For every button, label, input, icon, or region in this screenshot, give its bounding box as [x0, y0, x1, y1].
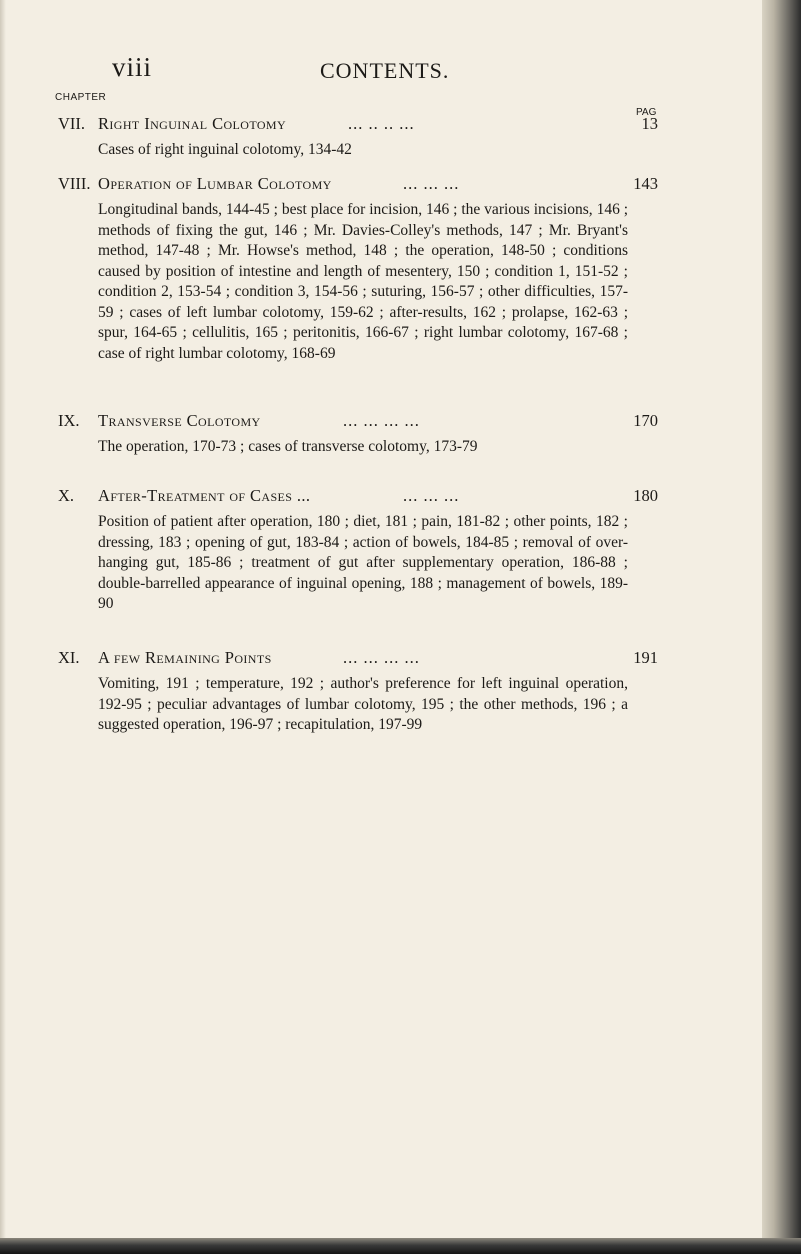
toc-entry-vii — [58, 114, 658, 161]
leader-dots: ... ... ... ... — [343, 648, 420, 667]
toc-entry-x — [58, 486, 658, 615]
chapter-number: X. — [58, 486, 75, 505]
chapter-title: Operation of Lumbar Colotomy — [98, 174, 332, 193]
page-left-edge — [0, 0, 6, 1238]
chapter-description: Vomiting, 191 ; temperature, 192 ; author's preference for left inguinal operation, 192-95 ; peculiar advantages of lumbar colotomy, 195 ; the other methods, 196 ; a suggested operation, 196-97 ; recapitulation, 197-99 — [98, 675, 628, 733]
scan-bottom-edge — [0, 1238, 801, 1254]
leader-dots: ... ... ... ... — [343, 411, 420, 430]
chapter-description: The operation, 170-73 ; cases of transverse colotomy, 173-79 — [98, 438, 478, 455]
chapter-description: Position of patient after operation, 180 ; diet, 181 ; pain, 181-82 ; other points, 182 ; dressing, 183 ; opening of gut, 183-84 ; action of bowels, 184-85 ; removal of over-hanging gut, 185-86 ; treatment of gut after supplementary operation, 186-88 ; double-barrelled appearance of inguinal opening, 188 ; management of bowels, 189-90 — [98, 513, 628, 612]
chapter-title: Right Inguinal Colotomy — [98, 114, 287, 133]
toc-entry-xi — [58, 648, 658, 736]
page-number: viii — [112, 52, 153, 82]
chapter-number: IX. — [58, 411, 80, 430]
chapter-page: 143 — [633, 174, 658, 193]
leader-dots: ... ... ... — [403, 486, 460, 505]
chapter-page: 170 — [633, 411, 658, 430]
chapter-page: 191 — [633, 648, 658, 667]
chapter-number: VIII. — [58, 174, 91, 193]
scan-right-edge — [762, 0, 801, 1254]
chapter-description: Cases of right inguinal colotomy, 134-42 — [98, 141, 352, 158]
chapter-page: 180 — [633, 486, 658, 505]
running-head: CONTENTS. — [320, 58, 450, 83]
toc-entry-ix — [58, 411, 658, 458]
chapter-title: Transverse Colotomy — [98, 411, 261, 430]
chapter-column-label: CHAPTER — [55, 92, 107, 103]
chapter-number: VII. — [58, 114, 86, 133]
chapter-number: XI. — [58, 648, 80, 667]
page-column-label: PAG — [636, 107, 657, 118]
leader-dots: ... ... ... — [403, 174, 460, 193]
chapter-title: After-Treatment of Cases ... — [98, 486, 311, 505]
chapter-page: 13 — [641, 114, 658, 133]
chapter-description: Longitudinal bands, 144-45 ; best place for incision, 146 ; the various incisions, 146 ; methods of fixing the gut, 146 ; Mr. Davies-Colley's methods, 147 ; Mr. Bryant's method, 147-48 ; Mr. Howse's method, 148 ; the operation, 148-50 ; conditions caused by position of intestine and length of mesentery, 150 ; condition 1, 151-52 ; condition 2, 153-54 ; condition 3, 154-56 ; suturing, 156-57 ; other difficulties, 157-59 ; cases of left lumbar colotomy, 159-62 ; after-results, 162 ; prolapse, 162-63 ; spur, 164-65 ; cellulitis, 165 ; peritonitis, 166-67 ; right lumbar colotomy, 167-68 ; case of right lumbar colotomy, 168-69 — [98, 201, 628, 362]
leader-dots: ... .. .. ... — [348, 114, 415, 133]
toc-entry-viii — [58, 174, 658, 364]
chapter-title: A few Remaining Points — [98, 648, 272, 667]
